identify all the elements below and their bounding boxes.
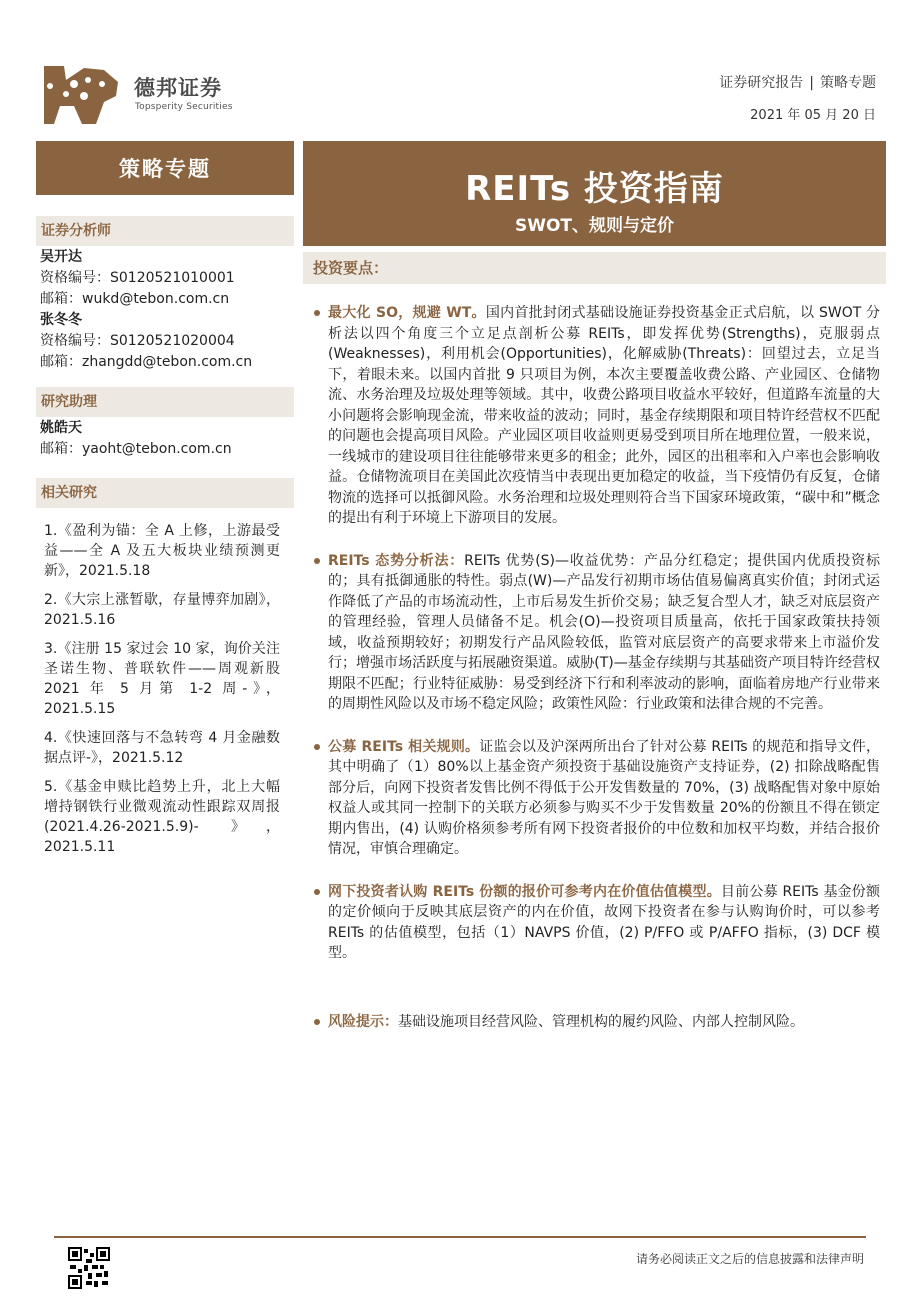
key-point-text: 国内首批封闭式基础设施证券投资基金正式启航，以 SWOT 分析法以四个角度三个立足点剖析公募 REITs，即发挥优势(Strengths)，克服弱点(Weaknesses)，利用机会(Opportunities)，化解威胁(Threats)：回望过去，立足当下，着眼未来。以国内首批 9 只项目为例，本次主要覆盖收费公路、产业园区、仓储物流、水务治理及垃圾处理等领域。其中，收费公路项目收益水平较好，但道路车流量的大小问题将会影响现金流，带来收益的波动；同时，基金存续期限和项目特许经营权不匹配的问题也会提高项目风险。产业园区项目收益则更易受到项目所在地理位置，一般来说，一线城市的建设项目往往能够带来更多的租金；此外，园区的出租率和入户率也会影响收益。仓储物流项目在美国此次疫情当中表现出更加稳定的收益，当下疫情仍有反复，仓储物流的选择可以抵御风险。水务治理和垃圾处理则符合当下国家环境政策，“碳中和”概念的提出有利于环境上下游项目的发展。 <box>328 305 881 526</box>
related-item[interactable]: 5.《基金申赎比趋势上升，北上大幅增持钢铁行业微观流动性跟踪双周报 (2021.4.26-2021.5.9)- 》，2021.5.11 <box>44 779 280 855</box>
report-meta <box>719 72 876 92</box>
key-point-lead: REITs 态势分析法： <box>328 552 465 569</box>
key-point-text: 证监会以及沪深两所出台了针对公募 REITs 的规范和指导文件，其中明确了（1）80%以上基金资产须投资于基础设施资产支持证券，(2) 扣除战略配售部分后，向网下投资者发售比例不得低于公开发售数量的 70%，(3) 战略配售对象中原始权益人或其同一控制下的关联方必须参与购买不少于发售数量 20%的份额且不得在锁定期内售出，(4) 认购价格须参考所有网下投资者报价的中位数和加权平均数，并结合报价情况，审慎合理确定。 <box>328 738 880 857</box>
key-point <box>314 551 880 715</box>
key-point-text: REITs 优势(S)—收益优势：产品分红稳定；提供国内优质投资标的；具有抵御通胀的特性。弱点(W)—产品发行初期市场估值易偏离真实价值；封闭式运作降低了产品的市场流动性，上市后易发生折价交易；缺乏复合型人才，缺乏对底层资产的管理经验，管理人员储备不足。机会(O)—投资项目质量高，依托于国家政策扶持领域，收益预期较好；初期发行产品风险较低，监管对底层资产的高要求带来上市溢价发行；增强市场活跃度与拓展融资渠道。威胁(T)—基金存续期与其基础资产项目特许经营权期限不匹配；行业特征威胁：易受到经济下行和利率波动的影响，面临着房地产行业带来的周期性风险以及市场不稳定风险；政策性风险：行业政策和法律合规的不完善。 <box>328 552 880 712</box>
analyst-name: 张冬冬 <box>40 312 82 328</box>
analysts-heading: 证券分析师 <box>36 216 294 246</box>
header-separator: | <box>809 75 814 91</box>
related-item[interactable]: 3.《注册 15 家过会 10 家，询价关注圣诺生物、普联软件——周观新股 2021 年 5 月第 1-2 周-》，2021.5.15 <box>44 641 280 717</box>
key-point-text: 基础设施项目经营风险、管理机构的履约风险、内部人控制风险。 <box>398 1013 804 1030</box>
analyst-name: 吴开达 <box>40 249 82 265</box>
risk-warning <box>314 1012 880 1033</box>
footer-divider <box>54 1236 866 1238</box>
analyst-email[interactable]: 邮箱：wukd@tebon.com.cn <box>40 291 230 307</box>
related-item[interactable]: 1.《盈利为锚：全 A 上修，上游最受益——全 A 及五大板块业绩预测更新》，2021.5.18 <box>44 523 280 579</box>
assistant-block <box>40 418 232 460</box>
leopard-logo-icon <box>44 62 124 130</box>
brand-logo <box>44 62 244 132</box>
side-banner: 策略专题 <box>36 141 294 195</box>
analyst-cert: 资格编号：S0120521010001 <box>40 270 235 286</box>
disclaimer-note: 请务必阅读正文之后的信息披露和法律声明 <box>635 1252 864 1266</box>
report-type: 证券研究报告 <box>719 75 804 91</box>
report-date: 2021 年 05 月 20 日 <box>750 108 876 123</box>
related-item[interactable]: 2.《大宗上涨暂歇，存量博弈加剧》，2021.5.16 <box>44 592 280 628</box>
report-title: REITs 投资指南 <box>465 169 724 209</box>
key-point-lead: 风险提示： <box>328 1013 398 1030</box>
assistant-name: 姚皓天 <box>40 420 82 436</box>
report-subtitle: SWOT、规则与定价 <box>514 216 675 236</box>
key-point <box>314 737 880 860</box>
qr-code-icon[interactable] <box>68 1247 110 1289</box>
analyst-block-1 <box>40 247 252 373</box>
key-points-list <box>314 303 880 1054</box>
key-point-lead: 网下投资者认购 REITs 份额的报价可参考内在价值估值模型。 <box>328 883 721 900</box>
related-item[interactable]: 4.《快速回落与不急转弯 4 月金融数据点评-》，2021.5.12 <box>44 730 280 766</box>
related-heading: 相关研究 <box>36 478 294 508</box>
analyst-email[interactable]: 邮箱：zhangdd@tebon.com.cn <box>40 354 253 370</box>
key-point <box>314 882 880 964</box>
report-category: 策略专题 <box>820 75 876 91</box>
key-point <box>314 303 880 529</box>
brand-name-en: Topsperity Securities <box>135 102 233 112</box>
key-points-heading: 投资要点： <box>303 252 886 284</box>
key-point-text: 目前公募 REITs 基金份额的定价倾向于反映其底层资产的内在价值，故网下投资者在参与认购询价时，可以参考 REITs 的估值模型，包括（1）NAVPS 价值，(2) P/FFO 或 P/AFFO 指标，(3) DCF 模型。 <box>328 883 880 961</box>
assistant-email[interactable]: 邮箱：yaoht@tebon.com.cn <box>40 441 232 457</box>
assistant-heading: 研究助理 <box>36 387 294 417</box>
key-point-lead: 公募 REITs 相关规则。 <box>328 738 480 755</box>
analyst-cert: 资格编号：S0120521020004 <box>40 333 235 349</box>
brand-name-cn: 德邦证券 <box>134 76 222 100</box>
key-point-lead: 最大化 SO，规避 WT。 <box>328 305 486 321</box>
related-research-list <box>44 521 280 866</box>
title-banner <box>303 141 886 246</box>
